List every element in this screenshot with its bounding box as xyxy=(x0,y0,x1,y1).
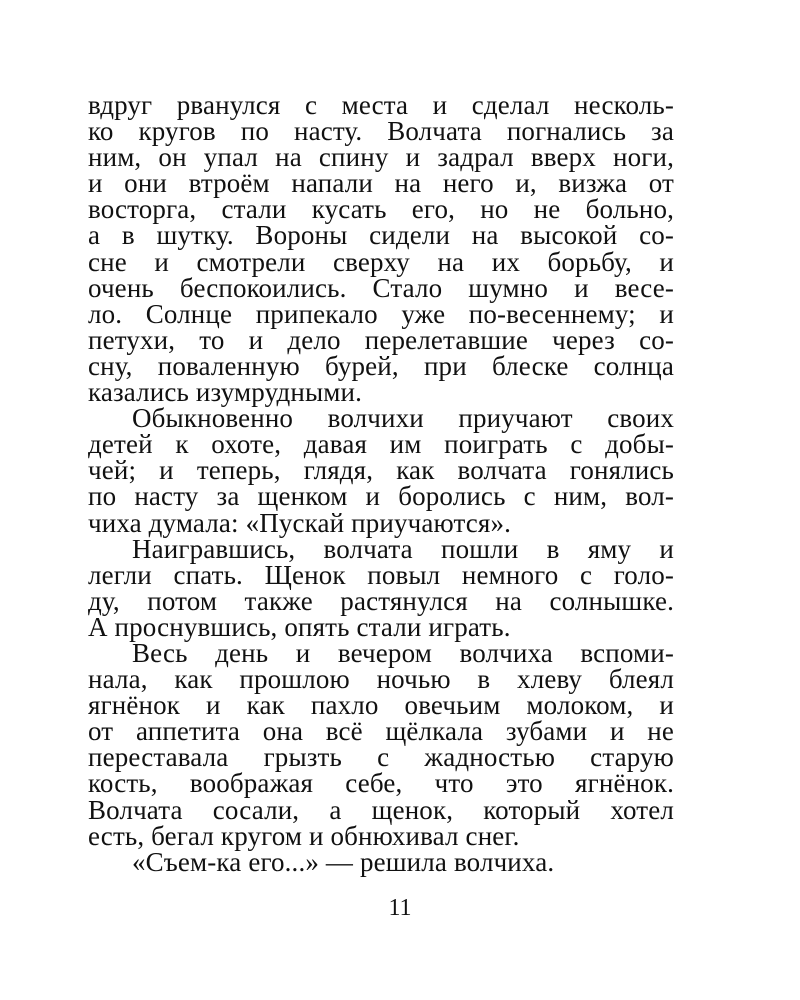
paragraph xyxy=(88,90,674,408)
text-line: петухи, то и дело перелетавшие через со- xyxy=(88,324,674,355)
text-line: а в шутку. Вороны сидели на высокой со- xyxy=(88,220,674,251)
text-line: от аппетита она всё щёлкала зубами и не xyxy=(88,716,674,747)
text-line: ду, потом также растянулся на солнышке. xyxy=(88,585,674,616)
paragraph xyxy=(88,637,674,851)
text-line: А проснувшись, опять стали играть. xyxy=(88,611,511,642)
text-line: и они втроём напали на него и, визжа от xyxy=(88,168,674,199)
text-line: есть, бегал кругом и обнюхивал снег. xyxy=(88,820,520,851)
text-line: чей; и теперь, глядя, как волчата гонялись xyxy=(88,455,674,486)
text-line: очень беспокоились. Стало шумно и весе- xyxy=(88,272,674,303)
text-line: «Съем-ка его...» — решила волчиха. xyxy=(132,846,555,877)
paragraph xyxy=(88,403,674,538)
text-line: сне и смотрели сверху на их борьбу, и xyxy=(88,246,674,277)
text-line: ло. Солнце припекало уже по-весеннему; и xyxy=(88,298,674,329)
text-line: Обыкновенно волчихи приучают своих xyxy=(132,403,674,434)
text-line: легли спать. Щенок повыл немного с голо- xyxy=(88,559,674,590)
text-line: Наигравшись, волчата пошли в яму и xyxy=(132,533,674,564)
text-line: по насту за щенком и боролись с ним, вол- xyxy=(88,481,674,512)
text-line: вдруг рванулся с места и сделал несколь- xyxy=(88,90,674,120)
text-line: Весь день и вечером волчиха вспоми- xyxy=(132,637,674,668)
text-line: сну, поваленную бурей, при блеске солнца xyxy=(88,350,674,381)
paragraph xyxy=(88,533,674,642)
text-line: Волчата сосали, а щенок, который хотел xyxy=(88,794,674,825)
text-line: переставала грызть с жадностью старую xyxy=(88,742,674,773)
text-line: детей к охоте, давая им поиграть с добы- xyxy=(88,429,674,460)
text-line: нала, как прошлою ночью в хлеву блеял xyxy=(88,664,674,695)
text-line: чиха думала: «Пускай приучаются». xyxy=(88,507,512,538)
text-line: ко кругов по насту. Волчата погнались за xyxy=(88,116,674,147)
paragraph xyxy=(88,846,674,877)
text-line: восторга, стали кусать его, но не больно, xyxy=(88,194,674,225)
body-text xyxy=(88,92,674,875)
page-number: 11 xyxy=(388,895,412,921)
text-line: ягнёнок и как пахло овечьим молоком, и xyxy=(88,690,674,721)
text-line: кость, воображая себе, что это ягнёнок. xyxy=(88,768,674,799)
text-line: ним, он упал на спину и задрал вверх ноги, xyxy=(88,142,674,173)
text-line: казались изумрудными. xyxy=(88,377,363,408)
